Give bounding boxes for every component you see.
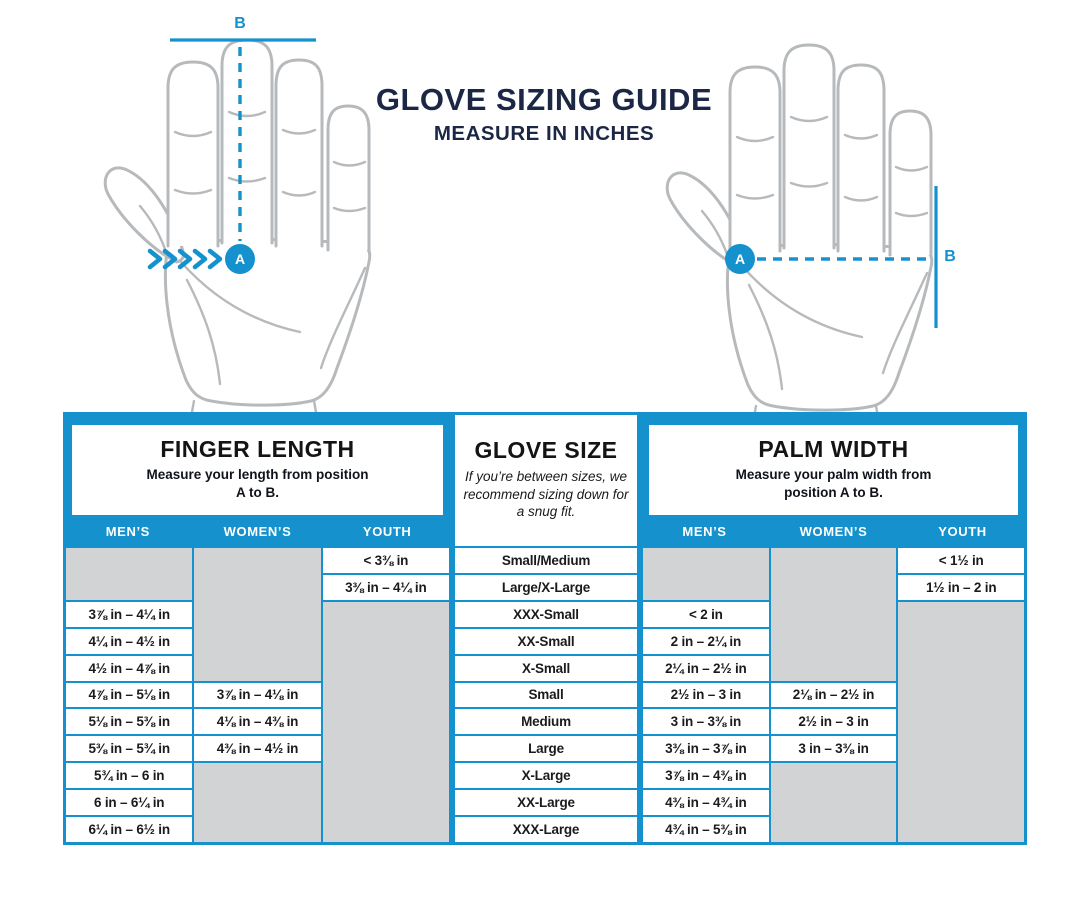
- glove-size-grid: [452, 548, 640, 845]
- glove-size-cell: XXX-Small: [455, 602, 637, 627]
- palm-width-description: Measure your palm width from position A to B.: [735, 467, 932, 500]
- palm-youth-empty-cell: [898, 602, 1024, 842]
- palm-mens-cell: < 2 in: [643, 602, 769, 627]
- palm-youth-header: YOUTH: [938, 524, 987, 539]
- finger-youth-cell: 3⅜ in – 4¼ in: [323, 575, 449, 600]
- palm-width-header: [649, 425, 1018, 515]
- finger-mens-cell: 4⅞ in – 5⅛ in: [66, 683, 192, 708]
- finger-womens-empty-cell: [194, 763, 320, 842]
- glove-size-cell: XX-Small: [455, 629, 637, 654]
- finger-mens-cell: 5⅛ in – 5⅜ in: [66, 709, 192, 734]
- palm-mens-cell: 2½ in – 3 in: [643, 683, 769, 708]
- palm-youth-cell: < 1½ in: [898, 548, 1024, 573]
- palm-width-section: [640, 412, 1027, 845]
- palm-mens-cell: 4⅜ in – 4¾ in: [643, 790, 769, 815]
- finger-mens-cell: 4¼ in – 4½ in: [66, 629, 192, 654]
- finger-mens-cell: 6¼ in – 6½ in: [66, 817, 192, 842]
- finger-point-a-badge: [225, 244, 255, 274]
- finger-length-section: [63, 412, 452, 845]
- palm-womens-empty-cell: [771, 763, 897, 842]
- palm-mens-cell: 3⅞ in – 4⅜ in: [643, 763, 769, 788]
- palm-mens-empty-cell: [643, 548, 769, 600]
- palm-mens-header: MEN’S: [682, 524, 727, 539]
- finger-point-a-text: A: [234, 251, 246, 267]
- finger-point-b-label: B: [234, 15, 246, 32]
- palm-womens-column: [771, 548, 897, 842]
- palm-womens-cell: 2⅛ in – 2½ in: [771, 683, 897, 708]
- palm-womens-header: WOMEN’S: [799, 524, 868, 539]
- glove-size-cell: Small/Medium: [455, 548, 637, 573]
- glove-size-cell: Large/X-Large: [455, 575, 637, 600]
- palm-width-grid: [640, 548, 1027, 845]
- glove-size-section: [452, 412, 640, 845]
- glove-size-column: [455, 548, 637, 842]
- palm-womens-empty-cell: [771, 548, 897, 681]
- palm-point-a-text: A: [734, 251, 746, 267]
- palm-mens-cell: 2 in – 2¼ in: [643, 629, 769, 654]
- palm-mens-cell: 4¾ in – 5⅜ in: [643, 817, 769, 842]
- palm-point-b-label: B: [944, 248, 956, 265]
- palm-youth-cell: 1½ in – 2 in: [898, 575, 1024, 600]
- palm-width-hand: [667, 45, 932, 412]
- palm-point-a-badge: [725, 244, 755, 274]
- finger-youth-header: YOUTH: [362, 524, 412, 539]
- finger-womens-header: WOMEN’S: [223, 524, 292, 539]
- palm-youth-column: [898, 548, 1024, 842]
- hand-diagrams: [0, 0, 1088, 412]
- glove-size-title: GLOVE SIZE: [474, 437, 618, 463]
- palm-mens-cell: 3⅜ in – 3⅞ in: [643, 736, 769, 761]
- finger-womens-column: [194, 548, 320, 842]
- finger-womens-cell: 4⅛ in – 4⅜ in: [194, 709, 320, 734]
- finger-length-hand: [105, 40, 370, 412]
- finger-length-title: FINGER LENGTH: [160, 436, 355, 462]
- finger-mens-cell: 5⅜ in – 5¾ in: [66, 736, 192, 761]
- finger-mens-cell: 6 in – 6¼ in: [66, 790, 192, 815]
- palm-mens-column: [643, 548, 769, 842]
- glove-size-cell: XXX-Large: [455, 817, 637, 842]
- finger-column-labels: [63, 515, 452, 548]
- palm-width-title: PALM WIDTH: [758, 436, 909, 462]
- finger-youth-empty-cell: [323, 602, 449, 842]
- glove-size-cell: Medium: [455, 709, 637, 734]
- glove-size-cell: XX-Large: [455, 790, 637, 815]
- palm-column-labels: [640, 515, 1027, 548]
- page-title: GLOVE SIZING GUIDE: [375, 82, 713, 117]
- finger-womens-cell: 3⅞ in – 4⅛ in: [194, 683, 320, 708]
- palm-womens-cell: 3 in – 3⅜ in: [771, 736, 897, 761]
- glove-size-cell: Large: [455, 736, 637, 761]
- finger-youth-cell: < 3⅜ in: [323, 548, 449, 573]
- finger-length-grid: [63, 548, 452, 845]
- glove-size-cell: Small: [455, 683, 637, 708]
- glove-size-header: [455, 415, 637, 546]
- finger-length-description: Measure your length from position A to B.: [146, 467, 369, 500]
- finger-mens-cell: 5¾ in – 6 in: [66, 763, 192, 788]
- palm-mens-cell: 2¼ in – 2½ in: [643, 656, 769, 681]
- palm-womens-cell: 2½ in – 3 in: [771, 709, 897, 734]
- glove-size-description: If you’re between sizes, we recommend sizing down for a snug fit.: [463, 469, 629, 520]
- page-subtitle: MEASURE IN INCHES: [433, 122, 655, 145]
- finger-mens-cell: 3⅞ in – 4¼ in: [66, 602, 192, 627]
- finger-mens-header: MEN’S: [105, 524, 150, 539]
- finger-mens-empty-cell: [66, 548, 192, 600]
- glove-size-cell: X-Small: [455, 656, 637, 681]
- finger-womens-empty-cell: [194, 548, 320, 681]
- glove-size-cell: X-Large: [455, 763, 637, 788]
- finger-mens-cell: 4½ in – 4⅞ in: [66, 656, 192, 681]
- palm-mens-cell: 3 in – 3⅜ in: [643, 709, 769, 734]
- finger-length-header: [72, 425, 443, 515]
- finger-mens-column: [66, 548, 192, 842]
- finger-womens-cell: 4⅜ in – 4½ in: [194, 736, 320, 761]
- finger-youth-column: [323, 548, 449, 842]
- sizing-table: [63, 412, 1027, 845]
